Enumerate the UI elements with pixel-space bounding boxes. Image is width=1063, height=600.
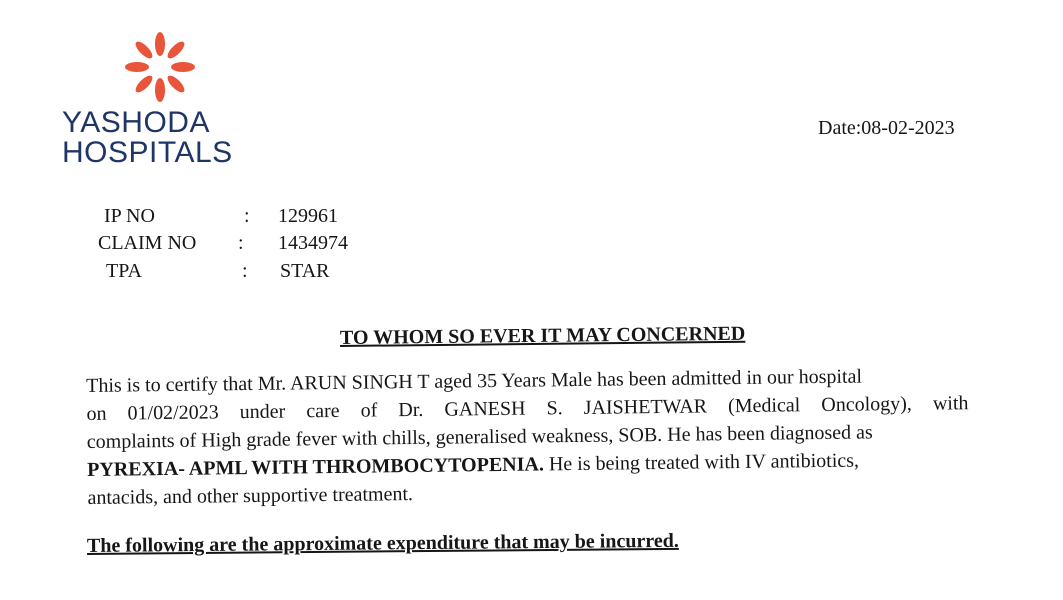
- logo-text-hospitals: HOSPITALS: [62, 136, 233, 169]
- body-line: antacids, and other supportive treatment.: [87, 483, 414, 509]
- diagnosis-text: PYREXIA- APML WITH THROMBOCYTOPENIA.: [87, 453, 545, 481]
- flower-logo-icon: [120, 30, 200, 106]
- ref-value: STAR: [280, 260, 330, 282]
- treatment-text: He is being treated with IV antibiotics,: [543, 449, 860, 476]
- logo-text-yashoda: YASHODA: [62, 106, 210, 139]
- ref-value: 1434974: [278, 232, 348, 254]
- hospital-logo: [62, 30, 262, 170]
- certificate-body: [86, 361, 970, 512]
- letter-heading: TO WHOM SO EVER IT MAY CONCERNED: [339, 322, 746, 349]
- expenditure-heading: The following are the approximate expenditure that may be incurred.: [86, 529, 679, 557]
- ref-row-ip-no: [104, 205, 364, 229]
- ref-row-claim-no: [98, 232, 368, 256]
- ref-colon: :: [244, 205, 250, 227]
- body-line: This is to certify that Mr. ARUN SINGH T aged 35 Years Male has been admitted in our hospital: [86, 365, 863, 397]
- ref-colon: :: [242, 260, 248, 282]
- ref-label: CLAIM NO: [98, 232, 197, 254]
- body-line: complaints of High grade fever with chills, generalised weakness, SOB. He has been diagnosed as: [86, 421, 873, 453]
- ref-colon: :: [238, 232, 244, 254]
- body-line: on 01/02/2023 under care of Dr. GANESH S. JAISHETWAR (Medical Oncology), with: [86, 392, 969, 425]
- ref-value: 129961: [278, 205, 338, 227]
- ref-row-tpa: [106, 260, 366, 284]
- ref-label: TPA: [106, 260, 142, 282]
- document-date: Date:08-02-2023: [818, 117, 955, 139]
- ref-label: IP NO: [104, 205, 155, 227]
